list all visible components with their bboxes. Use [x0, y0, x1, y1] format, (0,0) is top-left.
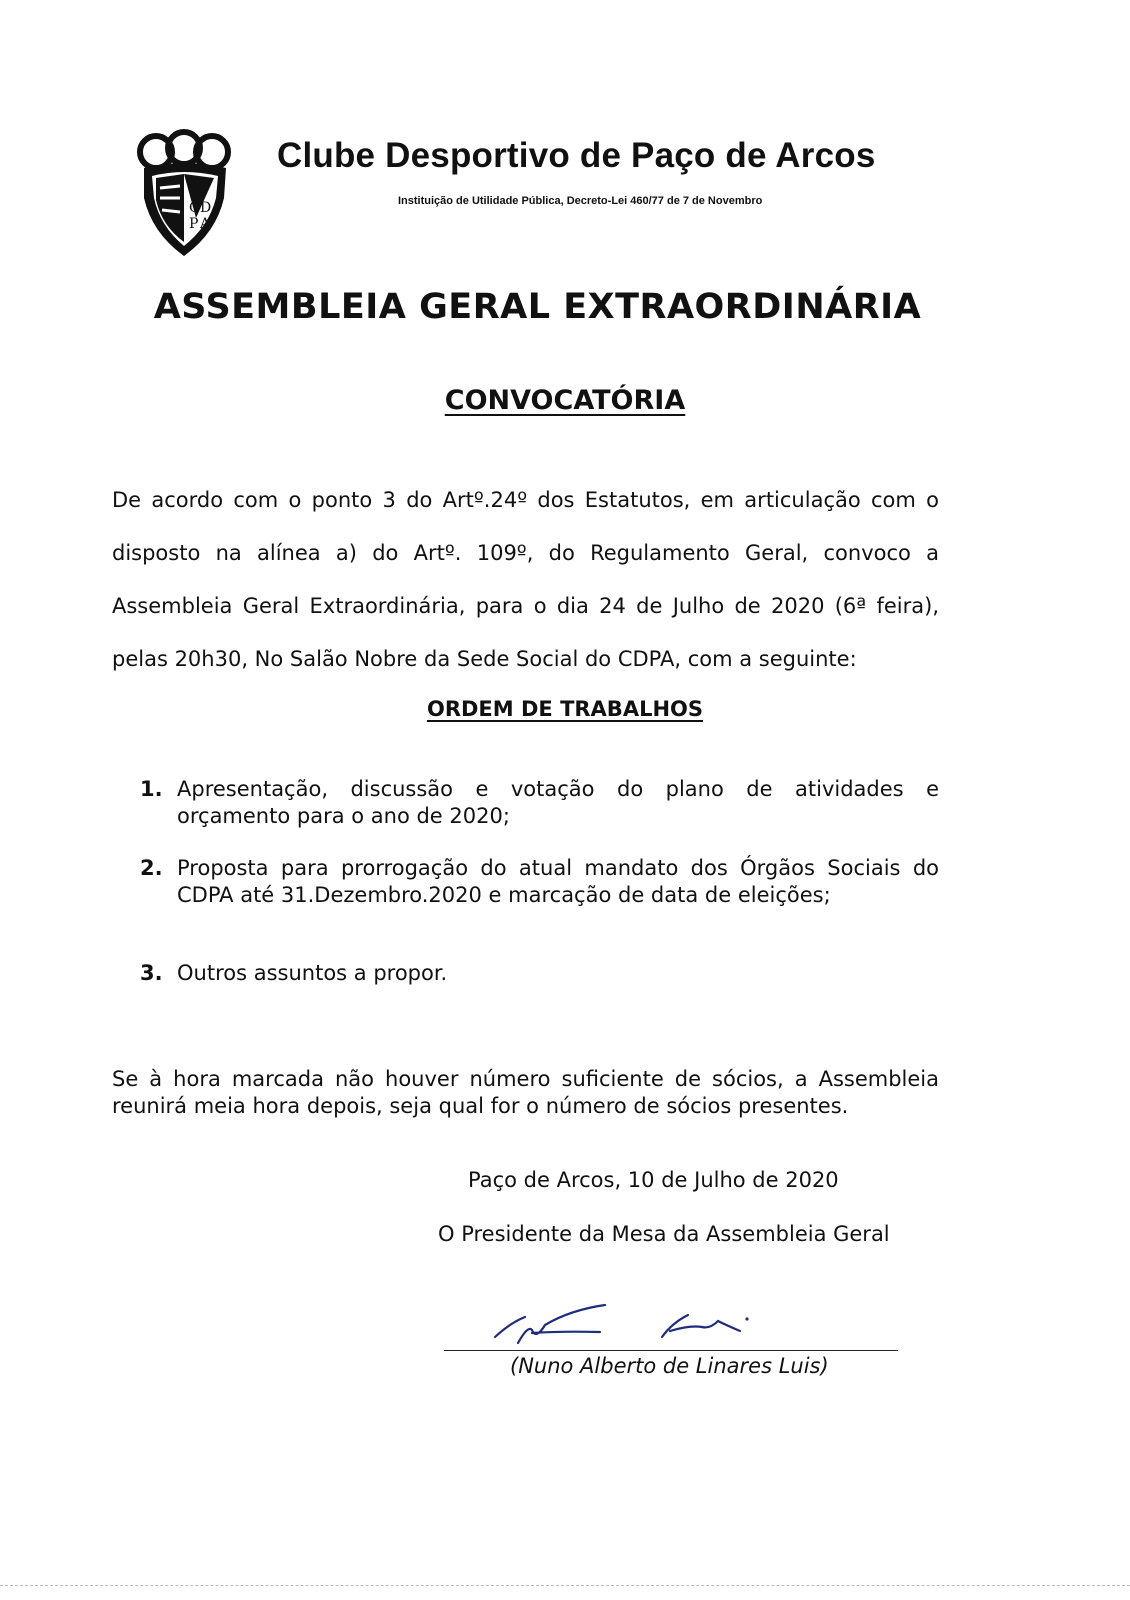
- intro-line: disposto na alínea a) do Artº. 109º, do Regulamento Geral, convoco a: [112, 541, 939, 565]
- closing-paragraph: [112, 1066, 939, 1120]
- item-number: 3.: [140, 961, 163, 985]
- club-name: Clube Desportivo de Paço de Arcos: [277, 136, 876, 175]
- president-title: O Presidente da Mesa da Assembleia Geral: [438, 1222, 890, 1246]
- item-line: CDPA até 31.Dezembro.2020 e marcação de data de eleições;: [177, 883, 831, 907]
- convocatoria-text: CONVOCATÓRIA: [444, 385, 686, 416]
- place-date: Paço de Arcos, 10 de Julho de 2020: [468, 1168, 839, 1192]
- closing-line: Se à hora marcada não houver número suficiente de sócios, a Assembleia: [112, 1067, 939, 1091]
- item-line: orçamento para o ano de 2020;: [177, 804, 510, 828]
- logo-letter: D: [200, 200, 212, 216]
- item-number: 1.: [140, 777, 163, 801]
- intro-line: De acordo com o ponto 3 do Artº.24º dos Estatutos, em articulação com o: [112, 488, 939, 512]
- ordem-text: ORDEM DE TRABALHOS: [426, 697, 704, 721]
- item-number: 2.: [140, 856, 163, 880]
- item-line: Proposta para prorrogação do atual mandato dos Órgãos Sociais do: [177, 856, 939, 880]
- logo-letter: C: [189, 200, 200, 216]
- club-crest-logo: [134, 128, 234, 260]
- signature-line: [444, 1350, 898, 1351]
- intro-line: Assembleia Geral Extraordinária, para o dia 24 de Julho de 2020 (6ª feira),: [112, 594, 939, 618]
- logo-letter: P: [189, 216, 199, 232]
- convocatoria-heading: [0, 385, 1130, 416]
- item-line: Apresentação, discussão e votação do plano de atividades e: [177, 777, 939, 801]
- scan-edge-divider: [0, 1585, 1130, 1586]
- logo-letter: A: [200, 216, 211, 232]
- closing-line: reunirá meia hora depois, seja qual for o número de sócios presentes.: [112, 1094, 849, 1118]
- handwritten-signature: [440, 1295, 900, 1355]
- item-line: Outros assuntos a propor.: [177, 961, 448, 985]
- intro-line: pelas 20h30, No Salão Nobre da Sede Social do CDPA, com a seguinte:: [112, 647, 857, 671]
- signer-name: (Nuno Alberto de Linares Luis): [510, 1354, 829, 1378]
- club-subtitle: Instituição de Utilidade Pública, Decreto-Lei 460/77 de 7 de Novembro: [398, 195, 763, 207]
- ordem-heading: [0, 697, 1130, 721]
- document-title: ASSEMBLEIA GERAL EXTRAORDINÁRIA: [153, 287, 922, 327]
